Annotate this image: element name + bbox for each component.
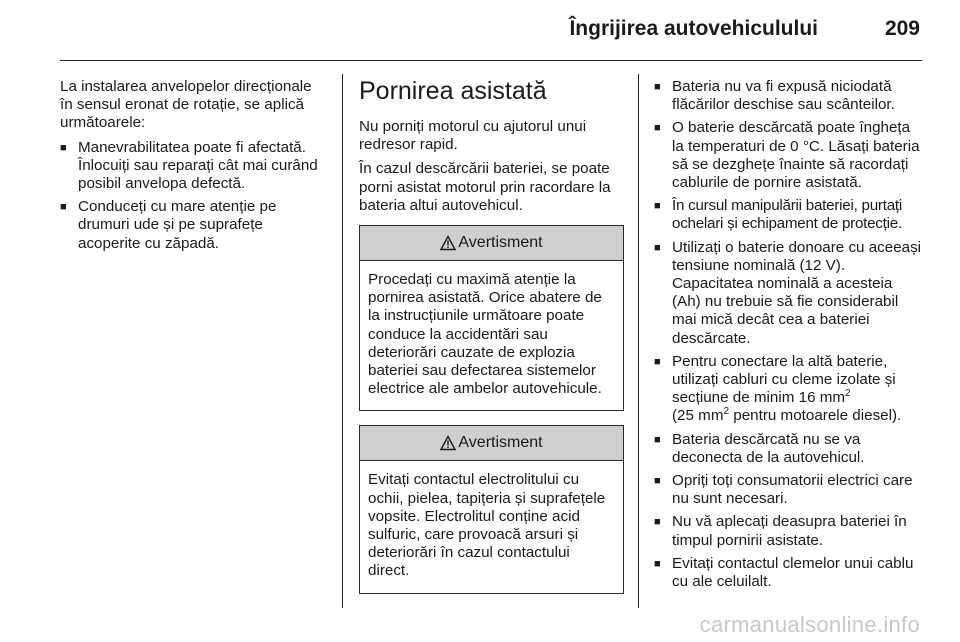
bullet-list-3 bbox=[654, 78, 922, 591]
warning-heading: Avertisment bbox=[458, 233, 543, 251]
list-item: ■ O baterie descărcată poate îngheța la temperaturi de 0 °C. Lăsați bateria să se dezghețe înainte să racordați cablurile de pornire asistată. bbox=[654, 119, 920, 192]
paragraph: Nu porniți motorul cu ajutorul unui redresor rapid. bbox=[359, 118, 587, 154]
column-divider-2 bbox=[638, 74, 639, 608]
warning-triangle-icon bbox=[440, 435, 456, 451]
list-item: ■ În cursul manipulării bateriei, purtați ochelari și echipament de protecție. bbox=[654, 197, 902, 233]
list-item: ■ Opriți toți consumatorii electrici care nu sunt necesari. bbox=[654, 472, 913, 508]
list-item: ■ Bateria descărcată nu se va deconecta de la autovehicul. bbox=[654, 430, 865, 466]
bullet-icon: ■ bbox=[654, 122, 661, 135]
list-item: ■ Pentru conectare la altă baterie, utilizați cabluri cu cleme izolate și secțiune de minim 16 $mm^2$ (25 $mm^2$ pentru motoarele diesel). bbox=[654, 352, 902, 425]
bullet-icon: ■ bbox=[654, 81, 661, 93]
section-title: Pornirea asistată bbox=[359, 77, 547, 105]
paragraph: În cazul descărcării bateriei, se poate porni asistat motorul prin racordare la bateria altui autovehicul. bbox=[359, 160, 611, 214]
column-2 bbox=[359, 78, 624, 608]
column-1 bbox=[60, 78, 327, 258]
intro-paragraph: La instalarea anvelopelor direcționale în sensul eronat de rotație, se aplică următoarele: bbox=[60, 78, 312, 132]
warning-box-2 bbox=[359, 425, 624, 593]
warning-header bbox=[360, 426, 623, 461]
header-title: Îngrijirea autovehiculului bbox=[569, 17, 818, 40]
warning-triangle-icon bbox=[440, 235, 456, 251]
column-divider-1 bbox=[342, 74, 343, 608]
header-divider bbox=[60, 60, 922, 61]
watermark: carmanualsonline.info bbox=[699, 612, 920, 637]
list-item: ■ Evitați contactul clemelor unui cablu cu ale celuilalt. bbox=[654, 554, 914, 591]
bullet-icon: ■ bbox=[654, 475, 661, 488]
list-item: ■ Nu vă aplecați deasupra bateriei în timpul pornirii asistate. bbox=[654, 513, 907, 549]
bullet-icon: ■ bbox=[654, 200, 661, 213]
bullet-icon: ■ bbox=[654, 241, 661, 254]
list-item: ■ Utilizați o baterie donoare cu aceeași tensiune nominală (12 V). Capacitatea nominală a acesteia (Ah) nu trebuie să fie considerabil mai mică decât cea a bateriei descărcate. bbox=[654, 238, 922, 347]
bullet-icon: ■ bbox=[60, 141, 67, 154]
warning-text: Evitați contactul electrolitului cu ochii, pielea, tapițeria și suprafețele vopsite. Electrolitul conține acid sulfuric, care provoacă arsuri și deteriorări în cazul contactului direct. bbox=[368, 471, 606, 580]
page-number: 209 bbox=[884, 17, 920, 40]
list-item: ■ Manevrabilitatea poate fi afectată. Înlocuiți sau reparați cât mai curând posibil anvelopa defectă. bbox=[60, 138, 318, 193]
warning-heading: Avertisment bbox=[458, 434, 543, 452]
bullet-icon: ■ bbox=[654, 557, 661, 570]
bullet-icon: ■ bbox=[654, 433, 661, 446]
list-item: ■ Conduceți cu mare atenție pe drumuri ude și pe suprafețe acoperite cu zăpadă. bbox=[60, 198, 277, 252]
warning-header bbox=[360, 226, 623, 261]
bullet-icon: ■ bbox=[654, 516, 661, 529]
bullet-icon: ■ bbox=[60, 201, 67, 214]
warning-text: Procedați cu maximă atenție la pornirea asistată. Orice abatere de la instrucțiunile următoare poate conduce la accidentări sau deteriorări cauzate de explozia bateriei sau defectarea sistemelor electrice ale ambelor autovehicule. bbox=[368, 271, 602, 398]
warning-box-1 bbox=[359, 225, 624, 411]
bullet-list-1 bbox=[60, 139, 327, 253]
bullet-icon: ■ bbox=[654, 355, 661, 368]
column-3 bbox=[654, 78, 922, 596]
list-item: ■ Bateria nu va fi expusă niciodată flăcărilor deschise sau scânteilor. bbox=[654, 78, 895, 114]
